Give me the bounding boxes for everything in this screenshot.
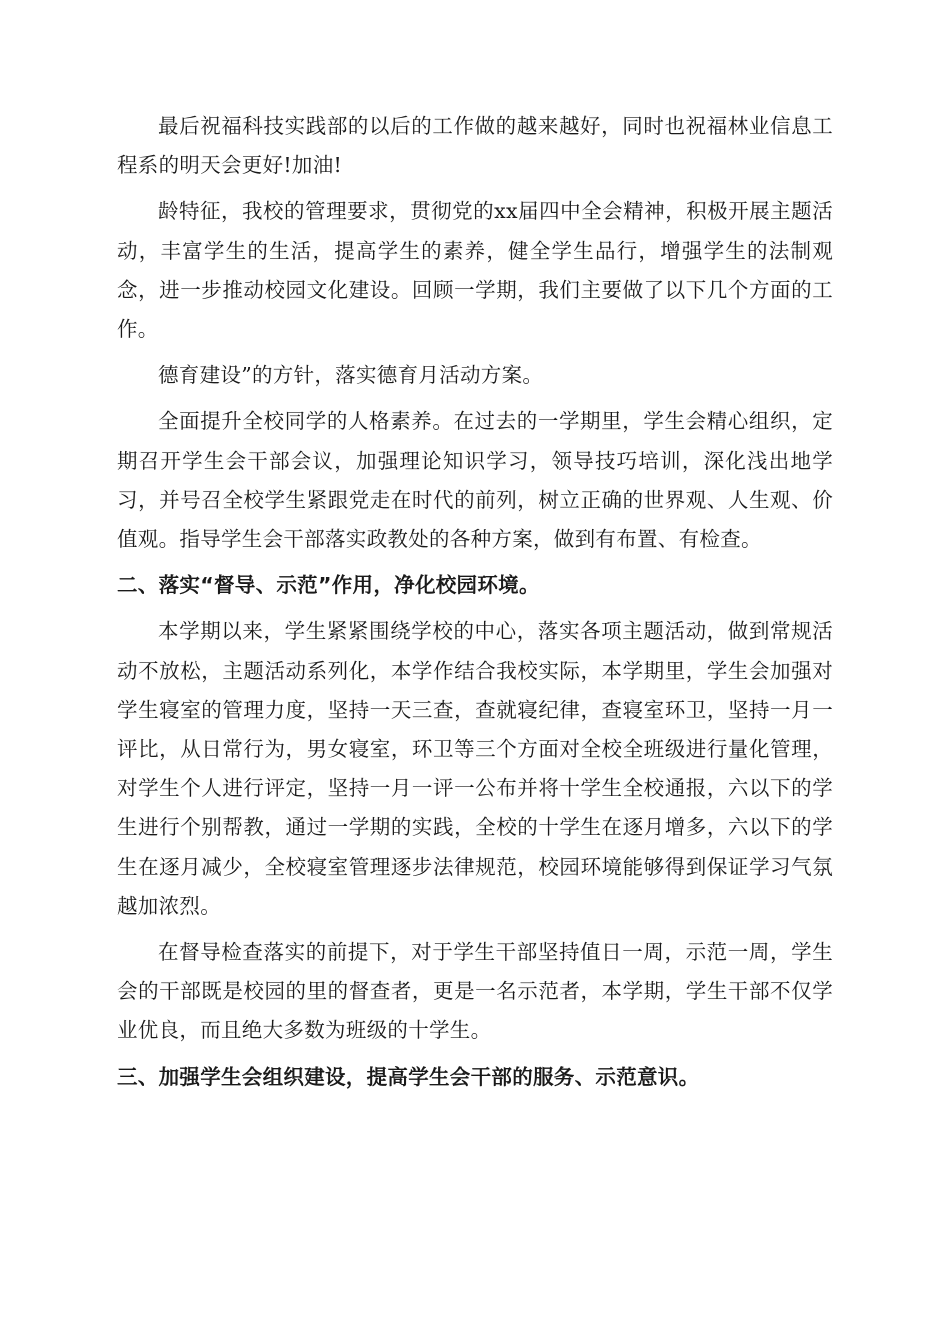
paragraph-dormitory-management: 本学期以来，学生紧紧围绕学校的中心，落实各项主题活动，做到常规活动不放松，主题活动系列化，本学作结合我校实际，本学期里，学生会加强对学生寝室的管理力度，坚持一天三查，查就寝纪律，查寝室环卫，坚持一月一评比，从日常行为，男女寝室，环卫等三个方面对全校全班级进行量化管理，对学生个人进行评定，坚持一月一评一公布并将十学生全校通报，六以下的学生进行个别帮教，通过一学期的实践，全校的十学生在逐月增多，六以下的学生在逐月减少，全校寝室管理逐步法律规范，校园环境能够得到保证学习气氛越加浓烈。	[117, 619, 833, 918]
paragraph-closing-wishes: 最后祝福科技实践部的以后的工作做的越来越好，同时也祝福林业信息工程系的明天会更好!加油!	[117, 114, 833, 178]
section-heading-3: 三、加强学生会组织建设，提高学生会干部的服务、示范意识。	[117, 1064, 700, 1089]
paragraph-cadre-supervision: 在督导检查落实的前提下，对于学生干部坚持值日一周，示范一周，学生会的干部既是校园的里的督查者，更是一名示范者，本学期，学生干部不仅学业优良，而且绝大多数为班级的十学生。	[117, 940, 833, 1043]
paragraph-moral-education: 德育建设”的方针，落实德育月活动方案。	[158, 363, 544, 388]
paragraph-student-council-quality: 全面提升全校同学的人格素养。在过去的一学期里，学生会精心组织，定期召开学生会干部会议，加强理论知识学习，领导技巧培训，深化浅出地学习，并号召全校学生紧跟党走在时代的前列，树立正确的世界观、人生观、价值观。指导学生会干部落实政教处的各种方案，做到有布置、有检查。	[117, 409, 833, 552]
section-heading-2: 二、落实“督导、示范”作用，净化校园环境。	[117, 573, 540, 598]
document-body	[117, 107, 833, 1097]
paragraph-intro: 龄特征，我校的管理要求，贯彻党的xx届四中全会精神，积极开展主题活动，丰富学生的生活，提高学生的素养，健全学生品行，增强学生的法制观念，进一步推动校园文化建设。回顾一学期，我们主要做了以下几个方面的工作。	[117, 199, 833, 342]
